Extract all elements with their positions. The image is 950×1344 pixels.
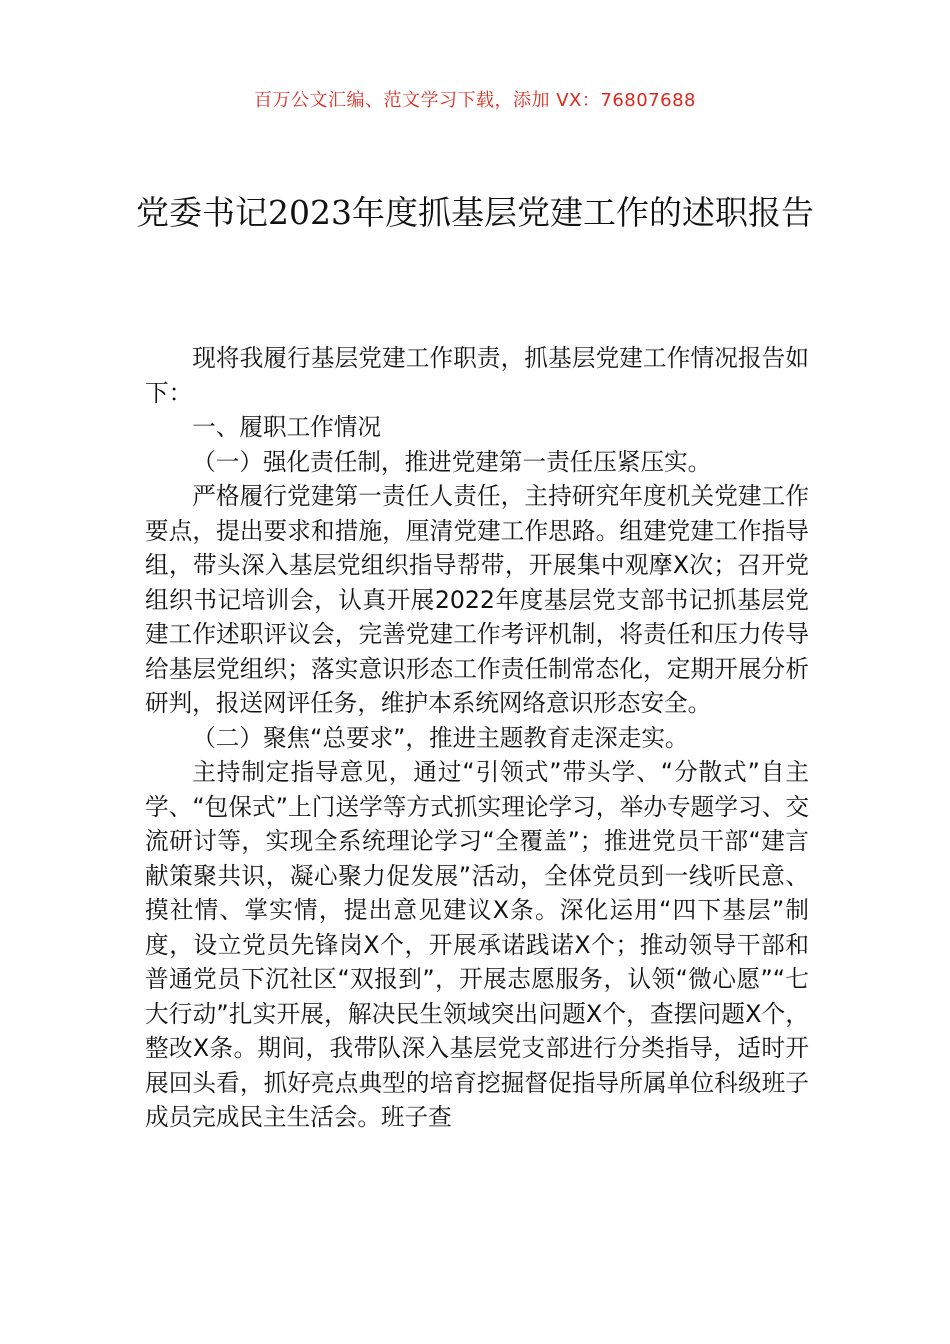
document-title: 党委书记2023年度抓基层党建工作的述职报告 [136,193,814,232]
body-paragraph: 主持制定指导意见，通过“引领式”带头学、“分散式”自主学、“包保式”上门送学等方式抓实理论学习，举办专题学习、交流研讨等，实现全系统理论学习“全覆盖”；推进党员干部“建言献策聚共识，凝心聚力促发展”活动，全体党员到一线听民意、摸社情、掌实情，提出意见建议X条。深化运用“四下基层”制度，设立党员先锋岗X个，开展承诺践诺X个；推动领导干部和普通党员下沉社区“双报到”，开展志愿服务，认领“微心愿”“七大行动”扎实开展，解决民生领域突出问题X个，查摆问题X个，整改X条。期间，我带队深入基层党支部进行分类指导，适时开展回头看，抓好亮点典型的培育挖掘督促指导所属单位科级班子成员完成民主生活会。班子查 [145,758,809,1131]
body-paragraph: 严格履行党建第一责任人责任，主持研究年度机关党建工作要点，提出要求和措施，厘清党建工作思路。组建党建工作指导组，带头深入基层党组织指导帮带，开展集中观摩X次；召开党组织书记培训会，认真开展2022年度基层党支部书记抓基层党建工作述职评议会，完善党建工作考评机制，将责任和压力传导给基层党组织；落实意识形态工作责任制常态化，定期开展分析研判，报送网评任务，维护本系统网络意识形态安全。 [145,482,809,717]
header-note: 百万公文汇编、范文学习下载，添加 VX：76807688 [254,90,696,111]
subsection-heading: （一）强化责任制，推进党建第一责任压紧压实。 [192,447,712,476]
intro-paragraph: 现将我履行基层党建工作职责，抓基层党建工作情况报告如下： [145,344,809,407]
subsection-heading: （二）聚焦“总要求”，推进主题教育走深走实。 [192,723,689,752]
document-body [145,341,809,1135]
section-heading: 一、履职工作情况 [192,413,381,441]
